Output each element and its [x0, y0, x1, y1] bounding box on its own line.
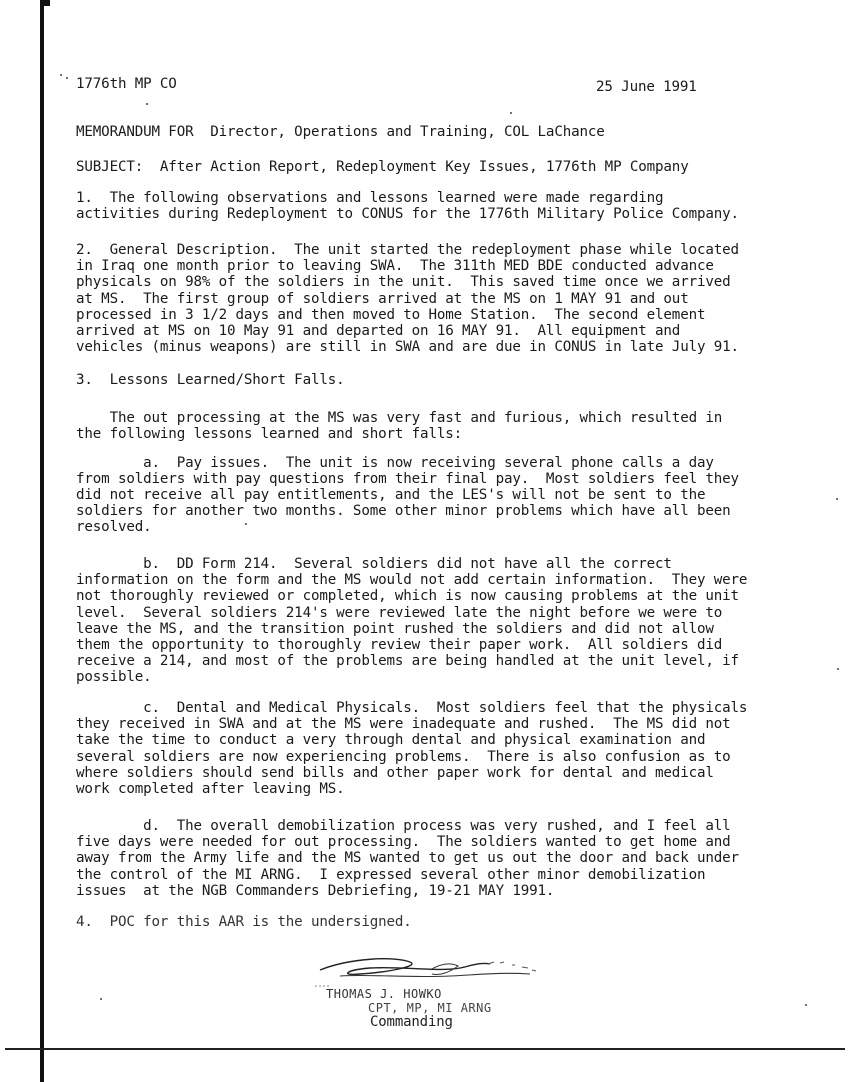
paragraph-3-intro: The out processing at the MS was very fast and furious, which resulted in the following lessons learned and short falls: — [76, 410, 723, 442]
unit-designation: 1776th MP CO — [76, 76, 177, 92]
left-margin-rule — [40, 0, 44, 1082]
scan-speck — [66, 77, 68, 79]
subject-line: SUBJECT: After Action Report, Redeployment Key Issues, 1776th MP Company — [76, 159, 689, 175]
paragraph-4-poc: 4. POC for this AAR is the undersigned. — [76, 914, 412, 930]
scan-speck — [836, 498, 838, 500]
paragraph-2-general-description: 2. General Description. The unit started the redeployment phase while located in Iraq one month prior to leaving SWA. The 311th MED BDE conducted advance physicals on 98% of the soldiers in the unit. This saved time once we arrived at MS. The first group of soldiers arrived at the MS on 1 MAY 91 and out processed in 3 1/2 days and then moved to Home Station. The second element arrived at MS on 10 May 91 and departed on 16 MAY 91. All equipment and vehicles (minus weapons) are still in SWA and are due in CONUS in late July 91. — [76, 242, 739, 356]
paragraph-3-heading: 3. Lessons Learned/Short Falls. — [76, 372, 345, 388]
subparagraph-a-pay-issues: a. Pay issues. The unit is now receiving several phone calls a day from soldiers with pay questions from their final pay. Most soldiers feel they did not receive all pay entitlements, and the LES's will not be sent to the soldiers for another two months. Some other minor problems which have all been resolved. — [76, 455, 739, 535]
bottom-rule — [5, 1048, 845, 1050]
subparagraph-c-physicals: c. Dental and Medical Physicals. Most soldiers feel that the physicals they received in SWA and at the MS were inadequate and rushed. The MS did not take the time to conduct a very through dental and physical examination and several soldiers are now experiencing problems. There is also confusion as to where soldiers should send bills and other paper work for dental and medical work completed after leaving MS. — [76, 700, 748, 798]
scan-speck — [805, 1004, 807, 1006]
signer-title: Commanding — [370, 1014, 453, 1030]
scan-speck — [510, 112, 512, 114]
paragraph-1: 1. The following observations and lessons learned were made regarding activities during Redeployment to CONUS for the 1776th Military Police Company. — [76, 190, 739, 222]
scan-speck — [146, 103, 148, 105]
memo-date: 25 June 1991 — [596, 79, 697, 95]
subparagraph-d-demobilization: d. The overall demobilization process was very rushed, and I feel all five days were needed for out processing. The soldiers wanted to get home and away from the Army life and the MS wanted to get us out the door and back under the control of the MI ARNG. I expressed several other minor demobilization issues at the NGB Commanders Debriefing, 19-21 MAY 1991. — [76, 818, 739, 899]
scan-speck — [60, 74, 62, 76]
left-margin-rule-tick — [40, 0, 50, 6]
scan-speck — [100, 998, 102, 1000]
signer-rank: CPT, MP, MI ARNG — [368, 1001, 492, 1015]
memorandum-for-line: MEMORANDUM FOR Director, Operations and Training, COL LaChance — [76, 124, 605, 140]
signer-name: THOMAS J. HOWKO — [326, 987, 442, 1001]
subparagraph-b-dd-form-214: b. DD Form 214. Several soldiers did not have all the correct information on the form and the MS would not add certain information. They were not thoroughly reviewed or completed, which is now causing problems at the unit level. Several soldiers 214's were reviewed late the night before we were to leave the MS, and the transition point rushed the soldiers and did not allow them the opportunity to thoroughly review their paper work. All soldiers did receive a 214, and most of the problems are being handled at the unit level, if possible. — [76, 556, 748, 686]
scan-speck — [837, 668, 839, 670]
